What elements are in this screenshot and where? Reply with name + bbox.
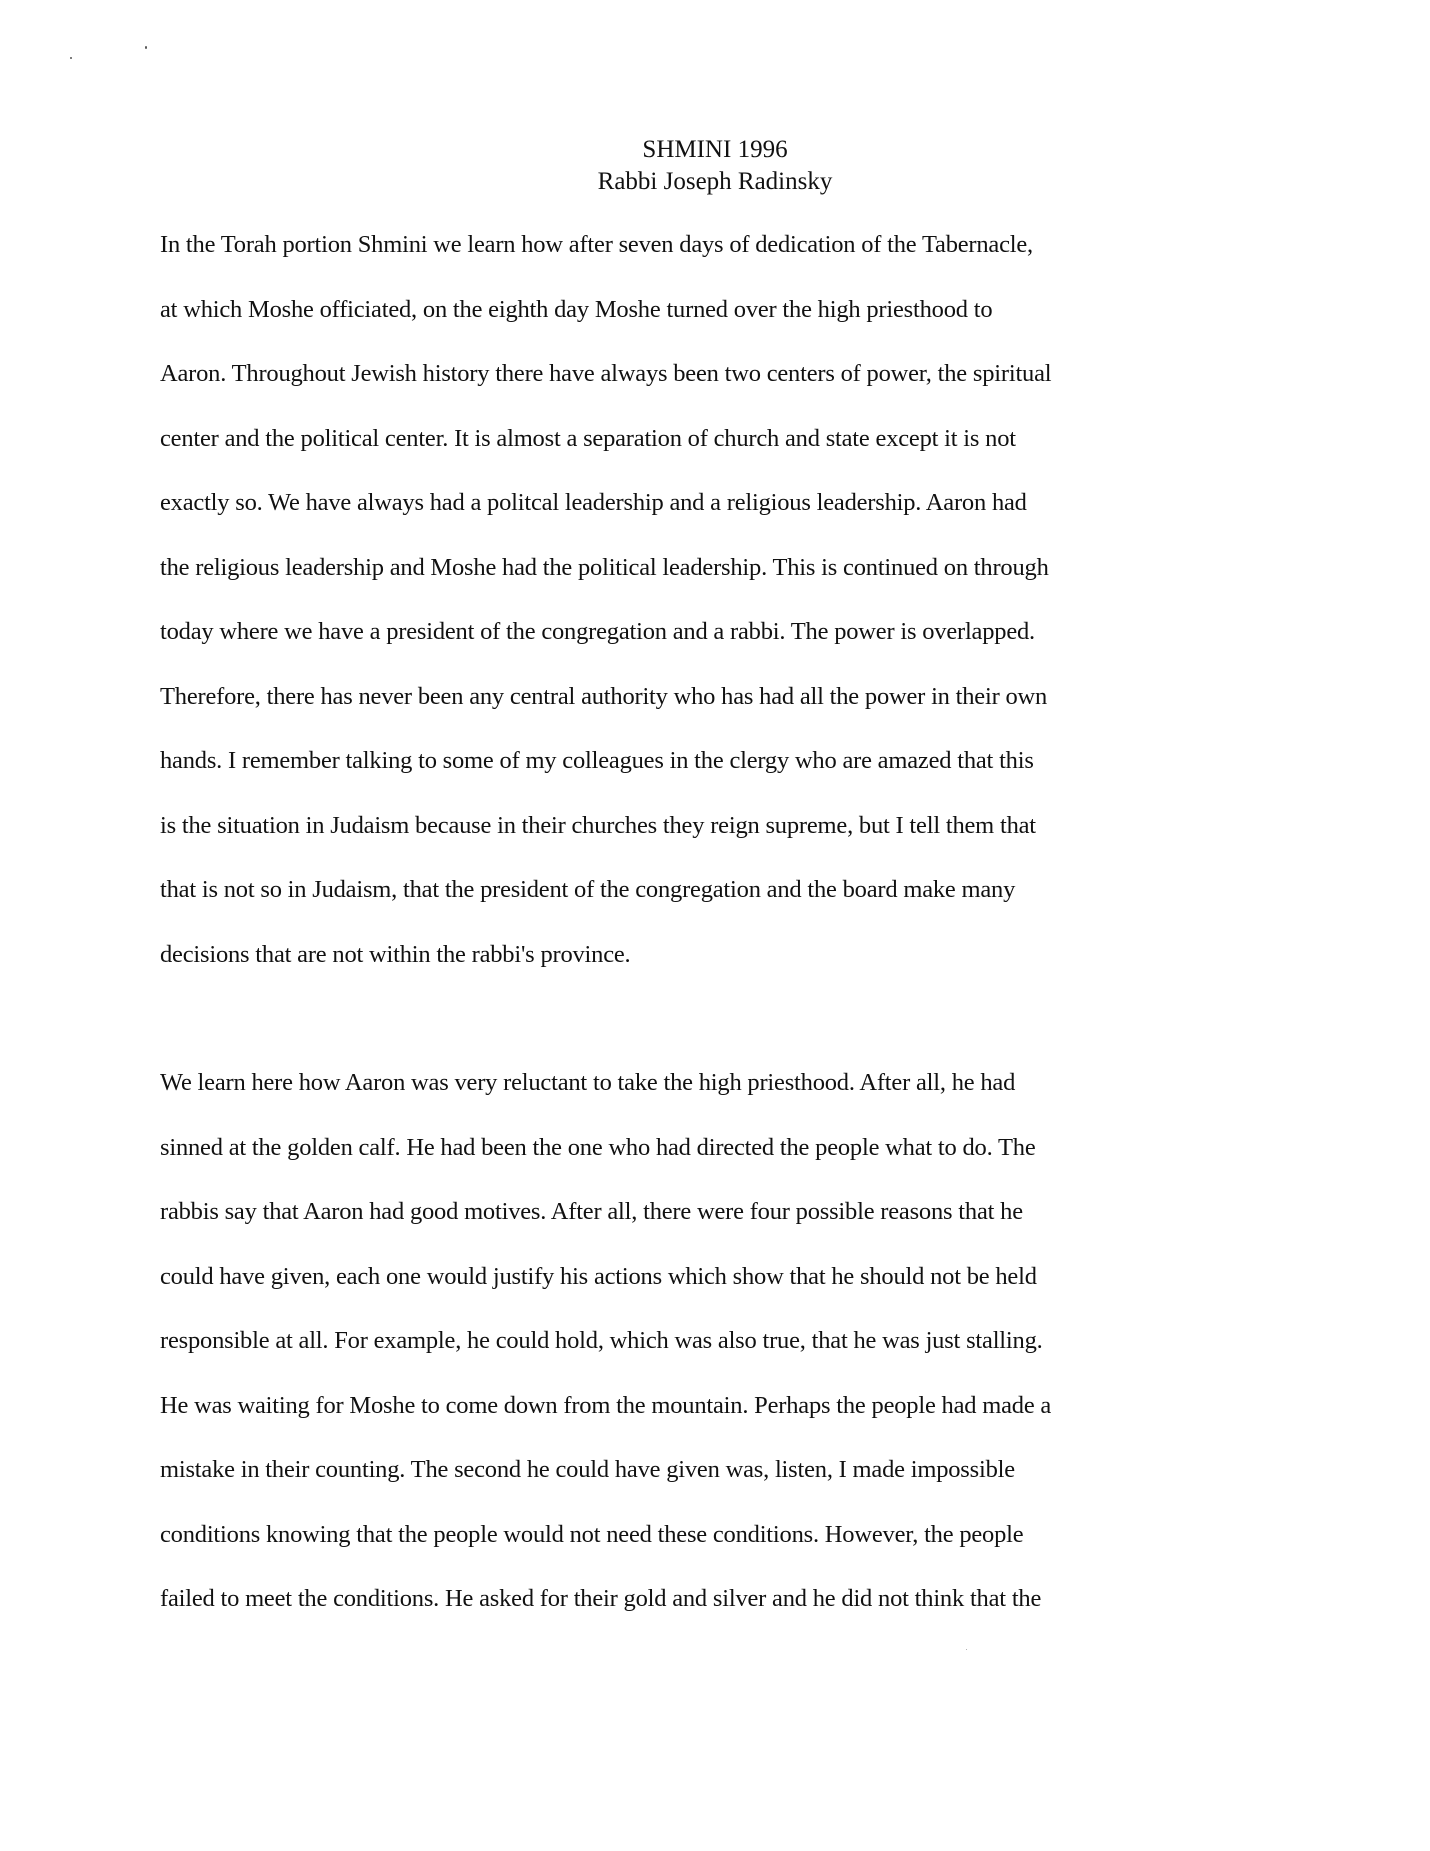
text-line: Aaron. Throughout Jewish history there have always been two centers of power, the spiritual <box>160 360 1052 387</box>
scan-speck <box>70 57 72 59</box>
document-author: Rabbi Joseph Radinsky <box>597 168 833 195</box>
text-line: We learn here how Aaron was very reluctant to take the high priesthood. After all, he had <box>160 1069 1016 1096</box>
text-line: center and the political center. It is almost a separation of church and state except it is not <box>160 424 1016 452</box>
scan-speck <box>145 46 147 49</box>
text-line: He was waiting for Moshe to come down from the mountain. Perhaps the people had made a <box>160 1391 1052 1419</box>
document-header <box>0 134 1430 198</box>
text-line: rabbis say that Aaron had good motives. After all, there were four possible reasons that he <box>160 1198 1023 1225</box>
text-line: hands. I remember talking to some of my colleagues in the clergy who are amazed that this <box>160 747 1034 774</box>
text-line: exactly so. We have always had a politcal leadership and a religious leadership. Aaron had <box>160 489 1027 516</box>
text-line: could have given, each one would justify his actions which show that he should not be held <box>160 1262 1037 1290</box>
text-line: the religious leadership and Moshe had the political leadership. This is continued on through <box>160 553 1049 581</box>
text-line: In the Torah portion Shmini we learn how after seven days of dedication of the Tabernacle, <box>160 231 1033 258</box>
document-title: SHMINI 1996 <box>642 136 788 163</box>
text-line: conditions knowing that the people would not need these conditions. However, the people <box>160 1520 1024 1548</box>
text-line: today where we have a president of the congregation and a rabbi. The power is overlapped. <box>160 618 1035 645</box>
text-line: failed to meet the conditions. He asked for their gold and silver and he did not think that the <box>160 1585 1042 1612</box>
paragraph <box>160 230 1260 1004</box>
text-line: responsible at all. For example, he could hold, which was also true, that he was just stalling. <box>160 1327 1043 1354</box>
text-line: that is not so in Judaism, that the president of the congregation and the board make many <box>160 876 1016 903</box>
text-line: is the situation in Judaism because in their churches they reign supreme, but I tell them that <box>160 811 1036 839</box>
text-line: sinned at the golden calf. He had been the one who had directed the people what to do. The <box>160 1133 1036 1161</box>
text-line: decisions that are not within the rabbi's province. <box>160 940 631 968</box>
text-line: at which Moshe officiated, on the eighth day Moshe turned over the high priesthood to <box>160 295 993 323</box>
paragraph <box>160 1068 1260 1649</box>
text-line: mistake in their counting. The second he could have given was, listen, I made impossible <box>160 1456 1015 1483</box>
scan-speck <box>966 1649 967 1650</box>
text-line: Therefore, there has never been any central authority who has had all the power in their own <box>160 682 1048 710</box>
